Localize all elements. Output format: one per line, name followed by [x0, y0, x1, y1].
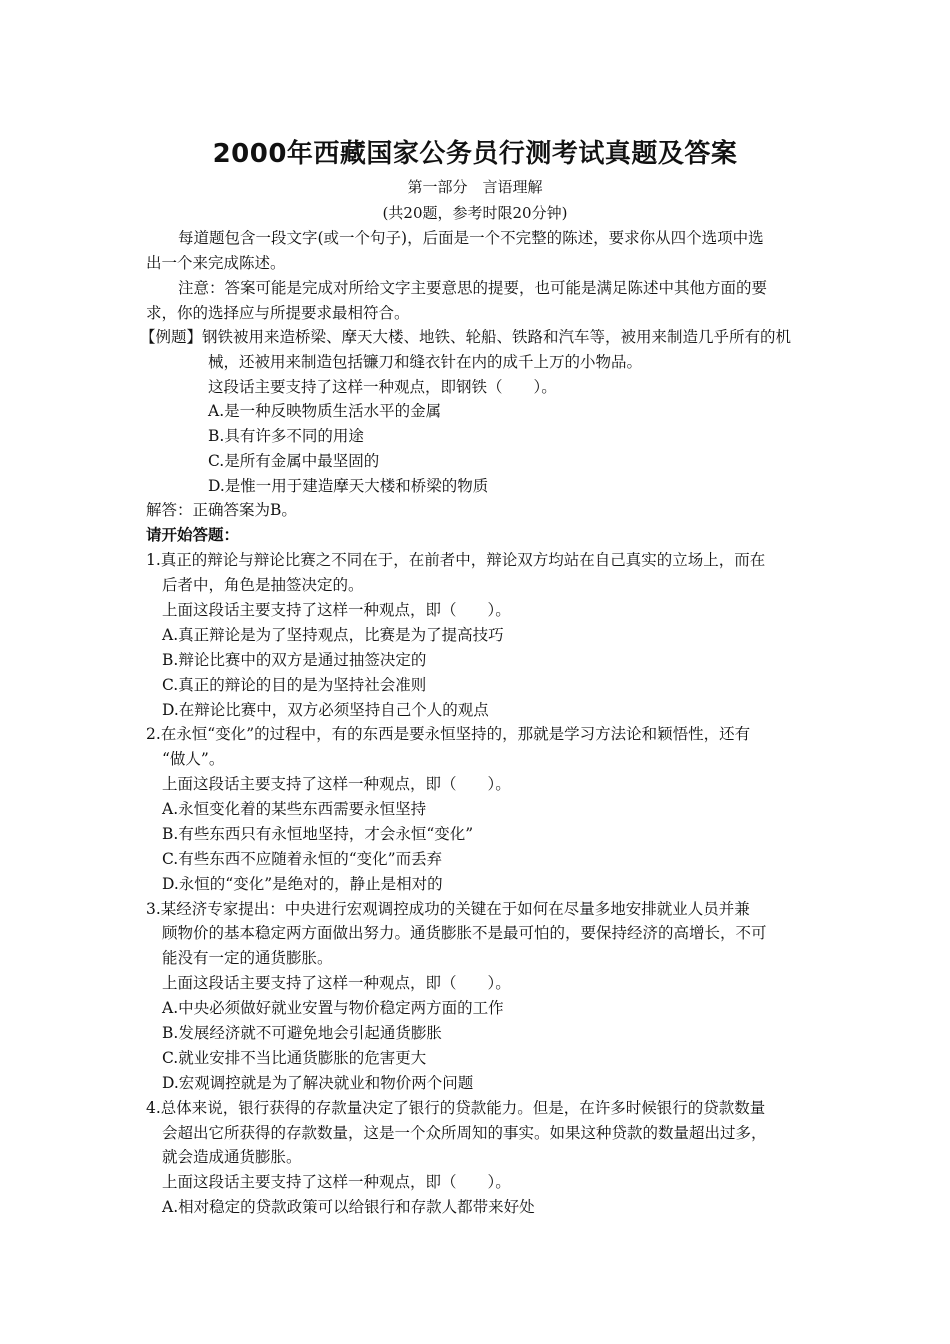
question-4-line-2: 会超出它所获得的存款数量，这是一个众所周知的事实。如果这种贷款的数量超出过多，	[162, 1124, 767, 1142]
section-note: (共20题，参考时限20分钟)	[382, 204, 568, 222]
question-1-option-c: C.真正的辩论的目的是为坚持社会准则	[162, 676, 427, 694]
question-2-stem: 上面这段话主要支持了这样一种观点，即（ ）。	[162, 775, 511, 793]
question-1-line-1: 1.真正的辩论与辩论比赛之不同在于，在前者中，辩论双方均站在自己真实的立场上，而在	[146, 551, 766, 569]
question-4-option-a: A.相对稳定的贷款政策可以给银行和存款人都带来好处	[162, 1198, 535, 1216]
question-1-option-d: D.在辩论比赛中，双方必须坚持自己个人的观点	[162, 701, 489, 719]
question-3-option-d: D.宏观调控就是为了解决就业和物价两个问题	[162, 1074, 474, 1092]
start-label: 请开始答题：	[146, 526, 240, 544]
example-answer: 解答：正确答案为B。	[146, 501, 297, 519]
question-3-option-c: C.就业安排不当比通货膨胀的危害更大	[162, 1049, 427, 1067]
question-1-option-a: A.真正辩论是为了坚持观点，比赛是为了提高技巧	[162, 626, 504, 644]
question-3-line-1: 3.某经济专家提出：中央进行宏观调控成功的关键在于如何在尽量多地安排就业人员并兼	[146, 900, 750, 918]
question-4-line-3: 就会造成通货膨胀。	[162, 1148, 302, 1166]
section-heading: 第一部分 言语理解	[407, 178, 543, 196]
question-2-option-c: C.有些东西不应随着永恒的“变化”而丢弃	[162, 850, 443, 868]
intro-line-1: 每道题包含一段文字(或一个句子)，后面是一个不完整的陈述，要求你从四个选项中选	[178, 229, 764, 247]
example-stem: 这段话主要支持了这样一种观点，即钢铁（ ）。	[208, 378, 557, 396]
page-title: 2000年西藏国家公务员行测考试真题及答案	[212, 139, 738, 169]
question-3-line-2: 顾物价的基本稳定两方面做出努力。通货膨胀不是最可怕的，要保持经济的高增长，不可	[162, 924, 767, 942]
question-4-stem: 上面这段话主要支持了这样一种观点，即（ ）。	[162, 1173, 511, 1191]
question-2-line-2: “做人”。	[162, 750, 225, 768]
question-2-option-b: B.有些东西只有永恒地坚持，才会永恒“变化”	[162, 825, 474, 843]
question-2-option-a: A.永恒变化着的某些东西需要永恒坚持	[162, 800, 427, 818]
question-3-line-3: 能没有一定的通货膨胀。	[162, 949, 333, 967]
example-option-b: B.具有许多不同的用途	[208, 427, 364, 445]
example-option-d: D.是惟一用于建造摩天大楼和桥梁的物质	[208, 477, 489, 495]
question-4-line-1: 4.总体来说，银行获得的存款量决定了银行的贷款能力。但是，在许多时候银行的贷款数量	[146, 1099, 766, 1117]
example-option-c: C.是所有金属中最坚固的	[208, 452, 380, 470]
intro-line-2: 出一个来完成陈述。	[146, 254, 286, 272]
intro-line-3: 注意：答案可能是完成对所给文字主要意思的提要，也可能是满足陈述中其他方面的要	[178, 279, 768, 297]
question-1-line-2: 后者中，角色是抽签决定的。	[162, 576, 364, 594]
question-1-option-b: B.辩论比赛中的双方是通过抽签决定的	[162, 651, 427, 669]
question-3-option-a: A.中央必须做好就业安置与物价稳定两方面的工作	[162, 999, 504, 1017]
intro-line-4: 求，你的选择应与所提要求最相符合。	[146, 304, 410, 322]
question-1-stem: 上面这段话主要支持了这样一种观点，即（ ）。	[162, 601, 511, 619]
question-2-line-1: 2.在永恒“变化”的过程中，有的东西是要永恒坚持的，那就是学习方法论和颖悟性，还有	[146, 725, 751, 743]
example-line-2: 械，还被用来制造包括镰刀和缝衣针在内的成千上万的小物品。	[208, 353, 643, 371]
question-3-stem: 上面这段话主要支持了这样一种观点，即（ ）。	[162, 974, 511, 992]
example-option-a: A.是一种反映物质生活水平的金属	[208, 402, 442, 420]
question-3-option-b: B.发展经济就不可避免地会引起通货膨胀	[162, 1024, 442, 1042]
example-line-1: 【例题】钢铁被用来造桥梁、摩天大楼、地铁、轮船、铁路和汽车等，被用来制造几乎所有的机	[140, 328, 792, 346]
question-2-option-d: D.永恒的“变化”是绝对的，静止是相对的	[162, 875, 443, 893]
